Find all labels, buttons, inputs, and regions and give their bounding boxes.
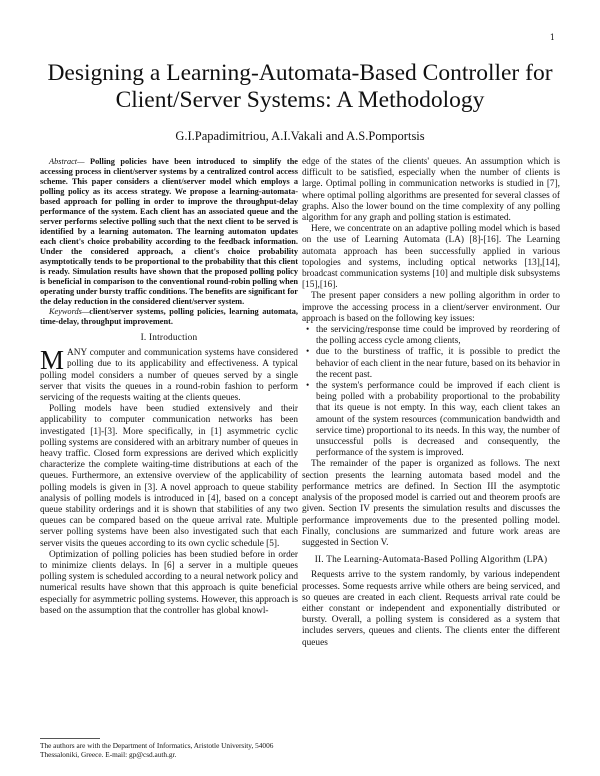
drop-cap: M (40, 345, 65, 376)
paper-title: Designing a Learning-Automata-Based Controller for Client/Server Systems: A Methodology (47, 60, 553, 113)
footnote: The authors are with the Department of Informatics, Aristotle University, 54006 Thessaloniki, Greece. E-mail: gp@csd.auth.gr. (40, 741, 274, 759)
list-item: • the system's performance could be improved if each client is being polled with a probability proportional to the probability that its queue is not empty. In this way, each client takes an amount of the system resources (communication bandwidth and service time) proportional to its needs. In this way, the number of unsuccessful polls is decreased and consequently, the performance of the system is improved. (316, 381, 560, 459)
list-item: • the servicing/response time could be improved by reordering of the polling access cycle among clients, (316, 325, 560, 347)
section-heading-lpa: II. The Learning-Automata-Based Polling Algorithm (LPA) (314, 555, 548, 566)
keywords-body: client/server systems, polling policies, learning automata, time-delay, throughput improvement. (40, 307, 298, 326)
paper-authors: G.I.Papadimitriou, A.I.Vakali and A.S.Pomportsis (175, 129, 425, 143)
abstract (40, 157, 298, 307)
right-column (302, 157, 560, 649)
paragraph-learning-automata: Here, we concentrate on an adaptive polling model which is based on the use of Learning Automata (LA) [8]-[16]. The Learning automata approach has been successfully applied in various topologies and systems, including optical networks [13],[14], broadcast communication systems [10] and multiple disk subsystems [15],[16]. (302, 224, 560, 291)
paragraph-remainder: The remainder of the paper is organized as follows. The next section presents the learning automata based model and the performance metrics are defined. In Section III the asymptotic analysis of the proposed model is carried out and theorem proofs are given. Section IV presents the simulation results and discusses the performance improvements due to the presented polling model. Finally, conclusions are summarized and future work areas are suggested in Section V. (302, 459, 560, 548)
abstract-body: Polling policies have been introduced to simplify the accessing process in client/server systems by a centralized control access scheme. This paper considers a client/server model which employs a polling policy as its access strategy. We propose a learning-automata-based approach for polling in order to improve the throughput-delay performance of the system. Each client has an associated queue and the server performs selective polling such that the next client to be served is identified by a learning automaton. The learning automaton updates each client's choice probability according to the feedback information. Under the considered approach, a client's choice probability asymptotically tends to be proportional to the probability that this client is ready. Simulation results have shown that the proposed polling policy is beneficial in comparison to the conventional round-robin polling when operating under bursty traffic conditions. The benefits are significant for the delay reduction in the considered client/server system. (40, 157, 298, 306)
left-column (40, 157, 298, 617)
keywords (40, 307, 298, 327)
keywords-lead: Keywords— (49, 307, 90, 316)
footnote-rule (40, 738, 100, 739)
list-item: • due to the burstiness of traffic, it is possible to predict the behavior of each client in the near future, based on its behavior in the recent past. (316, 347, 560, 381)
paragraph-requests: Requests arrive to the system randomly, by various independent processes. Some requests arrive while others are being serviced, and so queues are created in each client. Requests arrival rate could be either constant or independent and exponentially distributed or bursty. Overall, a polling system is considered as a system that includes servers, queues and clients. The clients enter the different queues (302, 570, 560, 648)
paragraph-present-paper: The present paper considers a new polling algorithm in order to improve the accessing process in a client/server environment. Our approach is based on the following key issues: (302, 291, 560, 324)
intro-paragraph-1-text: ANY computer and communication systems have considered polling due to its applicability and effectiveness. A typical polling model considers a number of queues served by a single server that visits the queues in a round-robin fashion to perform servicing of the requests waiting at the clients queues. (40, 348, 298, 404)
intro-paragraph-2: Polling models have been studied extensively and their applicability to computer communication networks has been investigated [1]-[3]. More specifically, in [1] asymmetric cyclic polling systems are considered with an arbitrary number of queues in heavy traffic. Closed form expressions are derived which explicitly characterize the complete waiting-time distributions at each of the queues. Furthermore, an extensive overview of the applicability of polling models is given in [3]. A novel approach to queue stability analysis of polling models is introduced in [4], based on a concept queue stability orderings and it is shown that stabilities of any two queues can be compared based on the queue arrival rate. Multiple server polling systems have been also investigated such that each server visits the queues according to its own cyclic schedule [5]. (40, 404, 298, 549)
abstract-lead: Abstract— (49, 157, 85, 166)
intro-paragraph-1 (40, 345, 298, 404)
key-issues-list (302, 325, 560, 459)
section-heading-introduction: I. Introduction (140, 333, 198, 343)
intro-paragraph-3: Optimization of polling policies has been studied before in order to minimize clients delays. In [6] a server in a multiple queues polling system is scheduled according to a neural network policy and numerical results have shown that this approach is quite beneficial especially for asymmetric polling systems. However, this approach is based on the assumption that the controller has global knowl- (40, 549, 298, 616)
page-number: 1 (549, 33, 555, 42)
paragraph-continued: edge of the states of the clients' queues. An assumption which is difficult to be satisfied, especially when the number of clients is large. Optimal polling in communication networks is studied in [7], where optimal polling algorithms are presented for several classes of graphs. Also the lower bound on the time complexity of any polling algorithm for any graph and polling station is estimated. (302, 157, 560, 224)
